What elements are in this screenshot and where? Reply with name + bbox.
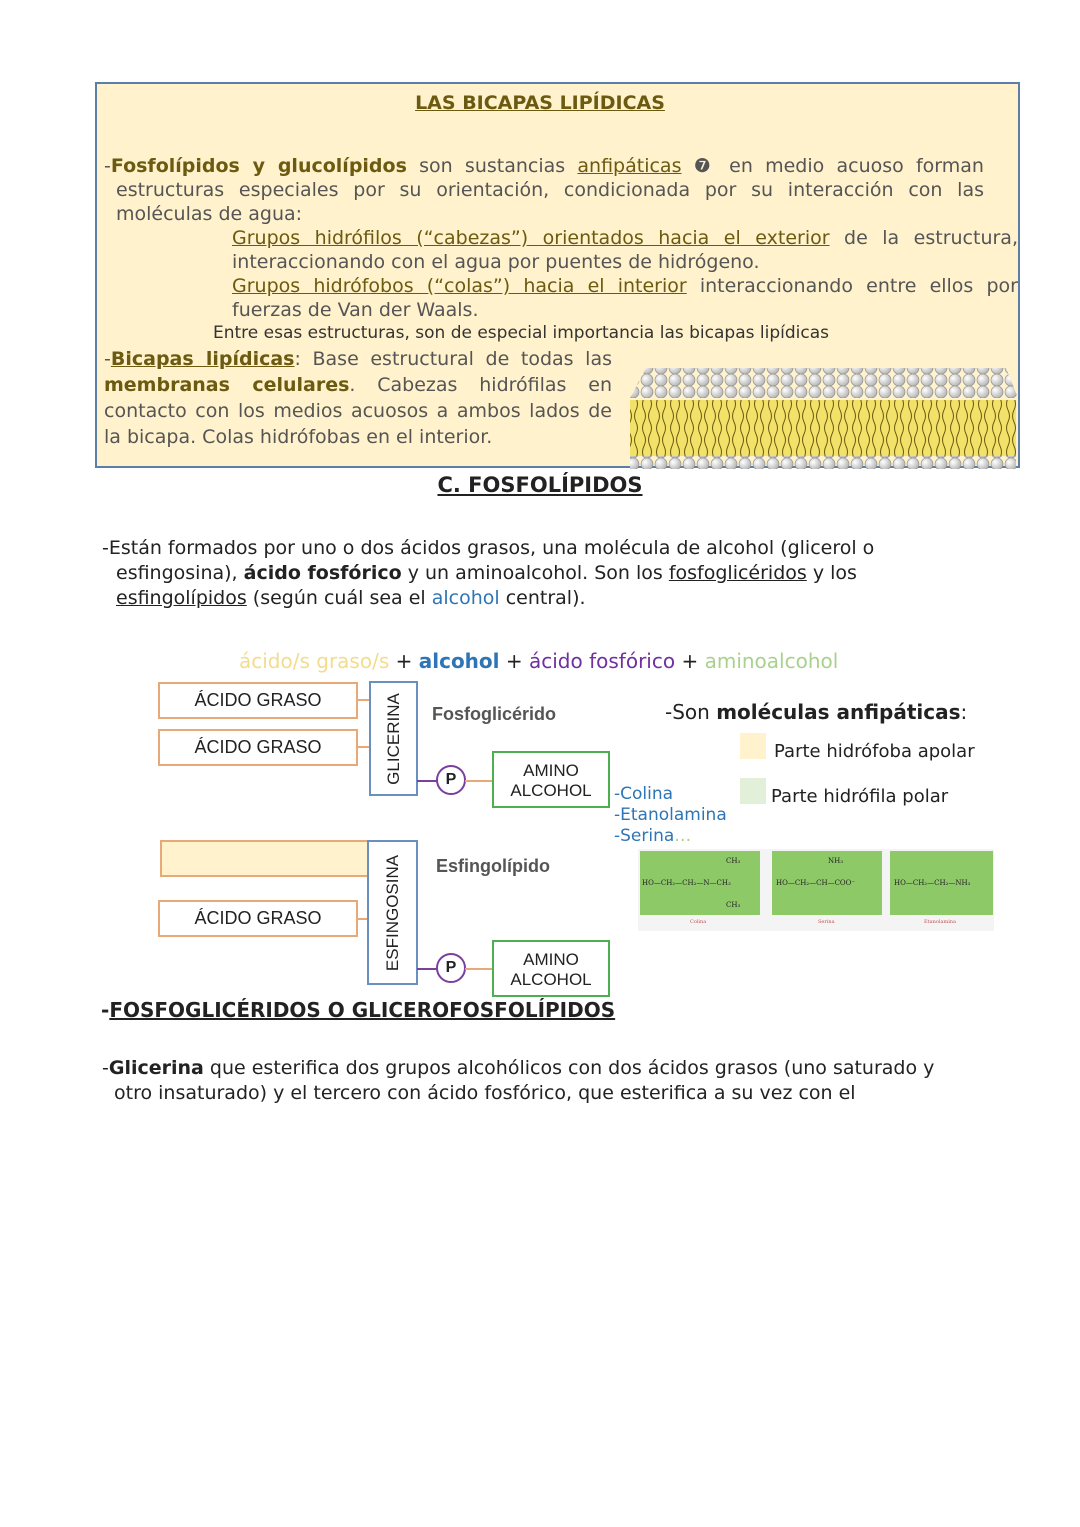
amino-alcohol-box-2: AMINO ALCOHOL [492, 940, 610, 997]
fosfoglicerido-label: Fosfoglicérido [432, 704, 557, 724]
subsection-title: -FOSFOGLICÉRIDOS O GLICEROFOSFOLÍPIDOS [101, 998, 616, 1022]
esfingosina-tail [160, 840, 368, 877]
subsection-paragraph: -Glicerina que esterifica dos grupos alcohólicos con dos ácidos grasos (uno saturado y otro insaturado) y el tercero con ácido fosfórico, que esterifica a su vez con el [102, 1057, 935, 1104]
formula-line: ácido/s graso/s + alcohol + ácido fosfórico + aminoalcohol [239, 649, 839, 673]
glicerina-box: GLICERINA [369, 681, 418, 796]
legend-apolar: Parte hidrófoba apolar [774, 741, 975, 762]
link-grupos-hidrofobos[interactable]: Grupos hidrófobos (“colas”) hacia el interior [232, 275, 687, 297]
legend-polar: Parte hidrófila polar [771, 786, 949, 807]
paragraph-bicapas: -Bicapas lipídicas: Base estructural de todas las membranas celulares. Cabezas hidrófilas en contacto con los medios acuosos a ambos lados de la bicapa. Colas hidrófobas en el interior. [104, 348, 612, 448]
acido-graso-box-2: ÁCIDO GRASO [158, 729, 358, 766]
chem-structures: CH₃ HO—CH₂—CH₂—N—CH₃ CH₃ NH₃ HO—CH₂—CH—COO⁻ HO—CH₂—CH₂—NH₃ Colina Serina Etanolamina [638, 849, 994, 931]
legend-heading: -Son moléculas anfipáticas: [665, 700, 968, 724]
marker-icon: ❼ [693, 155, 717, 177]
connector [417, 780, 437, 782]
acido-graso-box-1: ÁCIDO GRASO [158, 682, 358, 719]
legend-swatch-apolar [740, 733, 766, 759]
link-fosfogliceridos[interactable]: fosfoglicéridos [668, 562, 807, 584]
lead-fosfolipidos: Fosfolípidos y glucolípidos [110, 155, 407, 177]
phosphate-circle: P [436, 953, 466, 983]
colina-structure: CH₃ HO—CH₂—CH₂—N—CH₃ CH₃ [640, 851, 760, 915]
paragraph-fosfolipidos: -Fosfolípidos y glucolípidos son sustancias anfipáticas ❼ en medio acuoso forman estructuras especiales por su orientación, condicionada por su interacción con las moléculas de agua: [104, 155, 984, 225]
note-bicapas: Entre esas estructuras, son de especial importancia las bicapas lipídicas [213, 323, 829, 343]
amino-alcohol-box-1: AMINO ALCOHOL [492, 751, 610, 808]
section-title: C. FOSFOLÍPIDOS [437, 473, 643, 497]
etanolamina-structure: HO—CH₂—CH₂—NH₃ [890, 851, 993, 915]
connector [356, 746, 370, 748]
esfingosina-box: ESFINGOSINA [367, 840, 418, 985]
link-anfipaticas[interactable]: anfipáticas [577, 155, 682, 177]
connector [465, 780, 494, 782]
acido-graso-box-3: ÁCIDO GRASO [158, 900, 358, 937]
legend-swatch-polar [740, 778, 766, 804]
section-paragraph: -Están formados por uno o dos ácidos grasos, una molécula de alcohol (glicerol o esfingosina), ácido fosfórico y un aminoalcohol. Son los fosfoglicéridos y los esfingolípidos (según cuál sea el alcohol central). [102, 537, 875, 609]
connector [356, 699, 370, 701]
lead-bicapas: Bicapas lipídicas [110, 348, 295, 370]
serina-structure: NH₃ HO—CH₂—CH—COO⁻ [772, 851, 882, 915]
lipid-bilayer-image [626, 362, 1020, 470]
group-list: Grupos hidrófilos (“cabezas”) orientados hacia el exterior de la estructura, interaccionando con el agua por puentes de hidrógeno. Grupos hidrófobos (“colas”) hacia el interior interaccionando entre ellos por fuerzas de Van der Waals. [232, 227, 1018, 321]
aminoalcohol-list: -Colina -Etanolamina -Serina… [614, 784, 727, 846]
box-title: LAS BICAPAS LIPÍDICAS [415, 92, 665, 114]
phosphate-circle: P [436, 765, 466, 795]
link-esfingolipidos[interactable]: esfingolípidos [116, 587, 247, 609]
connector [465, 968, 494, 970]
esfingolipido-label: Esfingolípido [436, 856, 550, 876]
link-grupos-hidrofilos[interactable]: Grupos hidrófilos (“cabezas”) orientados hacia el exterior [232, 227, 830, 249]
connector [417, 968, 437, 970]
